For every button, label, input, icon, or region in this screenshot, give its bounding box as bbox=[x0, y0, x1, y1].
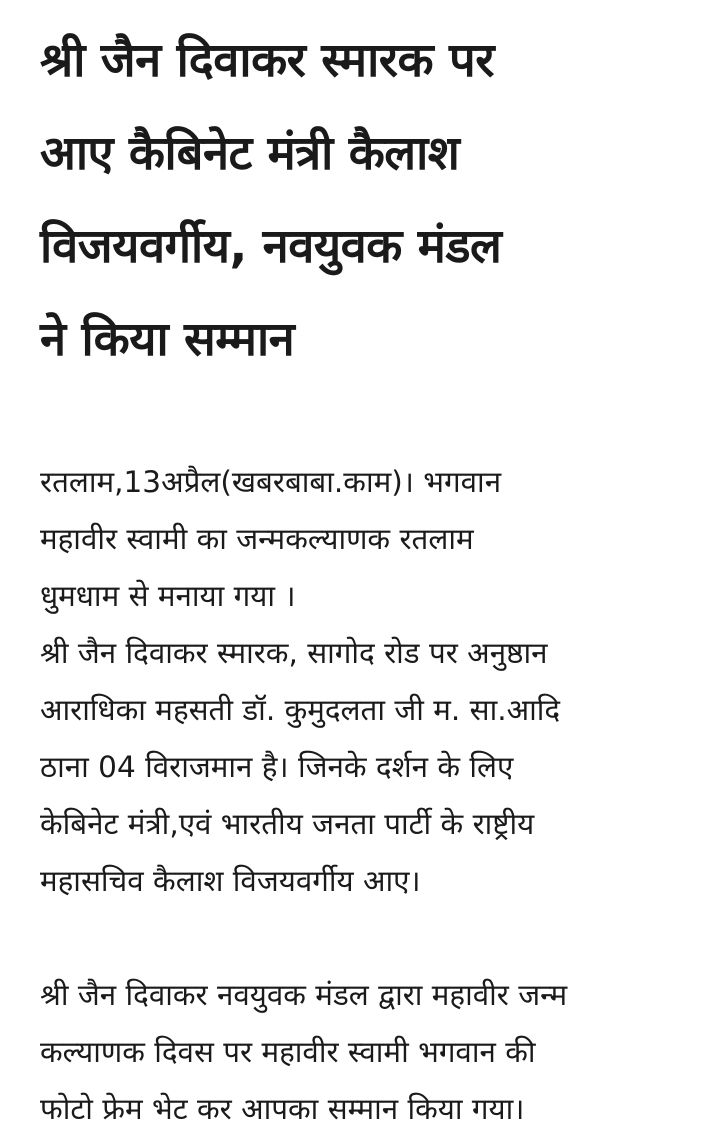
body-line: श्री जैन दिवाकर नवयुवक मंडल द्वारा महावीर जन्म bbox=[40, 978, 568, 1012]
headline-line: आए कैबिनेट मंत्री कैलाश bbox=[40, 126, 460, 181]
body-line: श्री जैन दिवाकर स्मारक, सागोद रोड पर अनुष्ठान bbox=[40, 636, 548, 670]
headline-line: विजयवर्गीय, नवयुवक मंडल bbox=[40, 219, 502, 274]
article-body bbox=[40, 454, 680, 1138]
paragraph-dateline bbox=[40, 454, 680, 625]
body-line: फोटो फ्रेम भेट कर आपका सम्मान किया गया। bbox=[40, 1092, 525, 1126]
article-headline bbox=[40, 14, 680, 386]
body-line: ठाना 04 विराजमान है। जिनके दर्शन के लिए bbox=[40, 750, 514, 784]
headline-line: श्री जैन दिवाकर स्मारक पर bbox=[40, 33, 494, 88]
headline-line: ने किया सम्मान bbox=[40, 312, 295, 367]
paragraph-spacer bbox=[40, 910, 680, 967]
body-line: महावीर स्वामी का जन्मकल्याणक रतलाम bbox=[40, 522, 474, 556]
body-line: कल्याणक दिवस पर महावीर स्वामी भगवान की bbox=[40, 1035, 536, 1069]
body-line: आराधिका महसती डॉ. कुमुदलता जी म. सा.आदि bbox=[40, 693, 561, 727]
body-line: धुमधाम से मनाया गया । bbox=[40, 579, 296, 613]
body-line: महासचिव कैलाश विजयवर्गीय आए। bbox=[40, 864, 421, 898]
paragraph-visit bbox=[40, 625, 680, 910]
paragraph-felicitation bbox=[40, 967, 680, 1138]
body-line: रतलाम,13अप्रैल(खबरबाबा.काम)। भगवान bbox=[40, 465, 502, 499]
body-line: केबिनेट मंत्री,एवं भारतीय जनता पार्टी के राष्ट्रीय bbox=[40, 807, 535, 841]
